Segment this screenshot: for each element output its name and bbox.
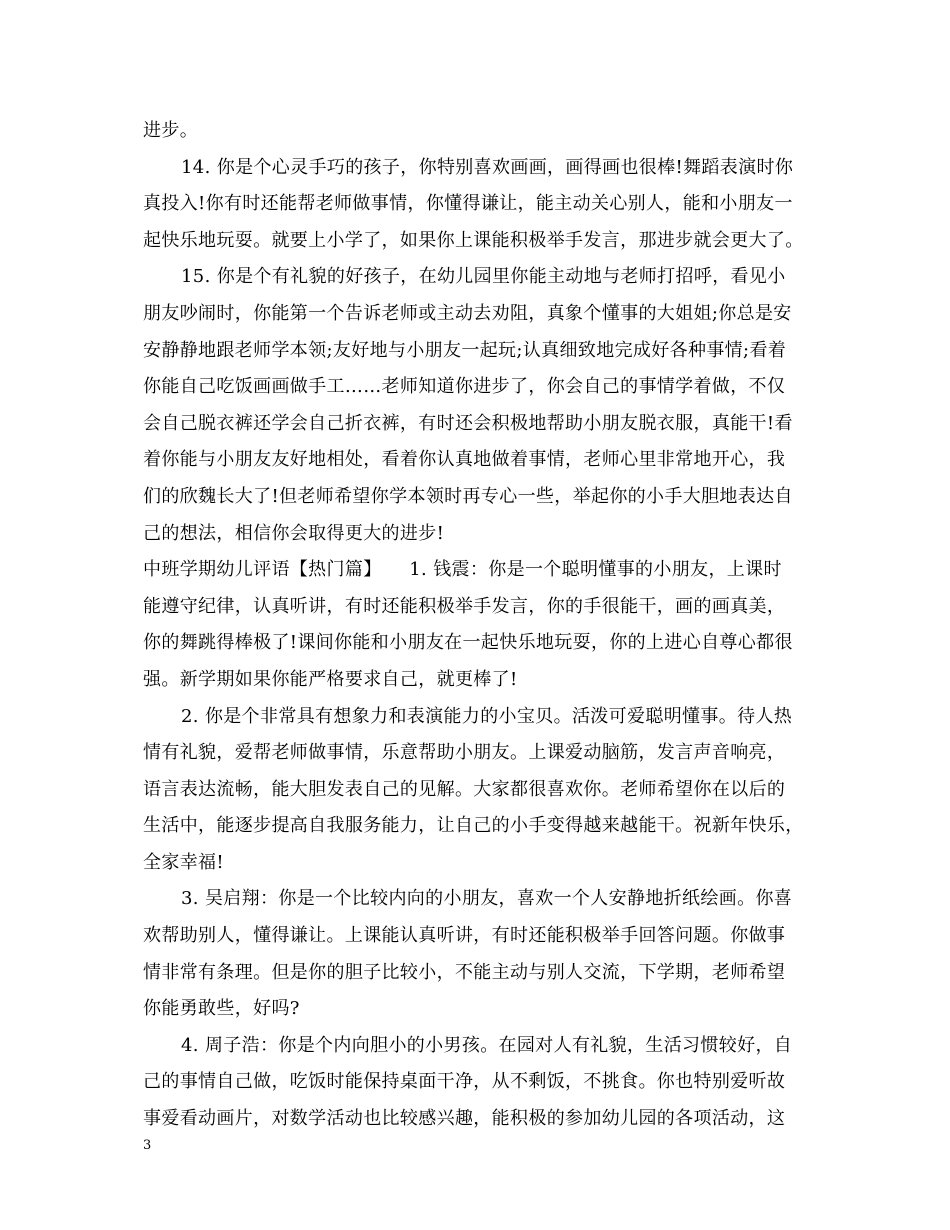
text-line: 语言表达流畅，能大胆发表自己的见解。大家都很喜欢你。老师希望你在以后的 xyxy=(143,778,786,800)
text-line: 你能勇敢些，好吗? xyxy=(143,998,300,1020)
text-line: 真投入!你有时还能帮老师做事情，你懂得谦让，能主动关心别人，能和小朋友一 xyxy=(143,193,793,215)
text-line: 情非常有条理。但是你的胆子比较小，不能主动与别人交流，下学期，老师希望 xyxy=(143,961,786,983)
text-line: 进步。 xyxy=(143,120,199,141)
text-line: 你能自己吃饭画画做手工……老师知道你进步了，你会自己的事情学着做，不仅 xyxy=(143,376,786,398)
text-line: 14. 你是个心灵手巧的孩子，你特别喜欢画画，画得画也很棒!舞蹈表演时你 xyxy=(181,156,794,178)
text-line: 2. 你是个非常具有想象力和表演能力的小宝贝。活泼可爱聪明懂事。待人热 xyxy=(181,705,793,727)
text-line: 中班学期幼儿评语【热门篇】 1. 钱震：你是一个聪明懂事的小朋友，上课时 xyxy=(143,559,782,581)
text-line: 起快乐地玩耍。就要上小学了，如果你上课能积极举手发言，那进步就会更大了。 xyxy=(143,229,804,251)
text-line: 欢帮助别人，懂得谦让。上课能认真听讲，有时还能积极举手回答问题。你做事 xyxy=(143,925,786,947)
text-line: 强。新学期如果你能严格要求自己，就更棒了! xyxy=(143,668,518,690)
text-line: 你的舞跳得棒极了!课间你能和小朋友在一起快乐地玩耍，你的上进心自尊心都很 xyxy=(143,632,793,654)
text-line: 己的事情自己做，吃饭时能保持桌面干净，从不剩饭，不挑食。你也特别爱听故 xyxy=(143,1071,786,1093)
text-line: 安静静地跟老师学本领;友好地与小朋友一起玩;认真细致地完成好各种事情;看着 xyxy=(143,339,787,361)
text-line: 情有礼貌，爱帮老师做事情，乐意帮助小朋友。上课爱动脑筋，发言声音响亮， xyxy=(143,742,786,764)
document-body xyxy=(143,113,823,1138)
text-line: 着你能与小朋友友好地相处，看着你认真地做着事情，老师心里非常地开心，我 xyxy=(143,449,786,471)
text-line: 会自己脱衣裤还学会自己折衣裤，有时还会积极地帮助小朋友脱衣服，真能干!看 xyxy=(143,412,793,434)
text-line: 己的想法，相信你会取得更大的进步! xyxy=(143,522,445,544)
text-line: 4. 周子浩：你是个内向胆小的小男孩。在园对人有礼貌，生活习惯较好，自 xyxy=(181,1034,793,1056)
text-line: 生活中，能逐步提高自我服务能力，让自己的小手变得越来越能干。祝新年快乐， xyxy=(143,815,804,837)
text-line: 朋友吵闹时，你能第一个告诉老师或主动去劝阻，真象个懂事的大姐姐;你总是安 xyxy=(143,302,792,324)
text-line: 全家幸福! xyxy=(143,851,224,873)
text-line: 15. 你是个有礼貌的好孩子，在幼儿园里你能主动地与老师打招呼，看见小 xyxy=(181,266,786,288)
text-line: 事爱看动画片，对数学活动也比较感兴趣，能积极的参加幼儿园的各项活动，这 xyxy=(143,1108,786,1130)
page-number: 3 xyxy=(143,1138,152,1153)
text-line: 3. 吴启翔：你是一个比较内向的小朋友，喜欢一个人安静地折纸绘画。你喜 xyxy=(181,888,793,910)
text-line: 能遵守纪律，认真听讲，有时还能积极举手发言，你的手很能干，画的画真美， xyxy=(143,595,786,617)
text-line: 们的欣魏长大了!但老师希望你学本领时再专心一些，举起你的小手大胆地表达自 xyxy=(143,485,793,507)
